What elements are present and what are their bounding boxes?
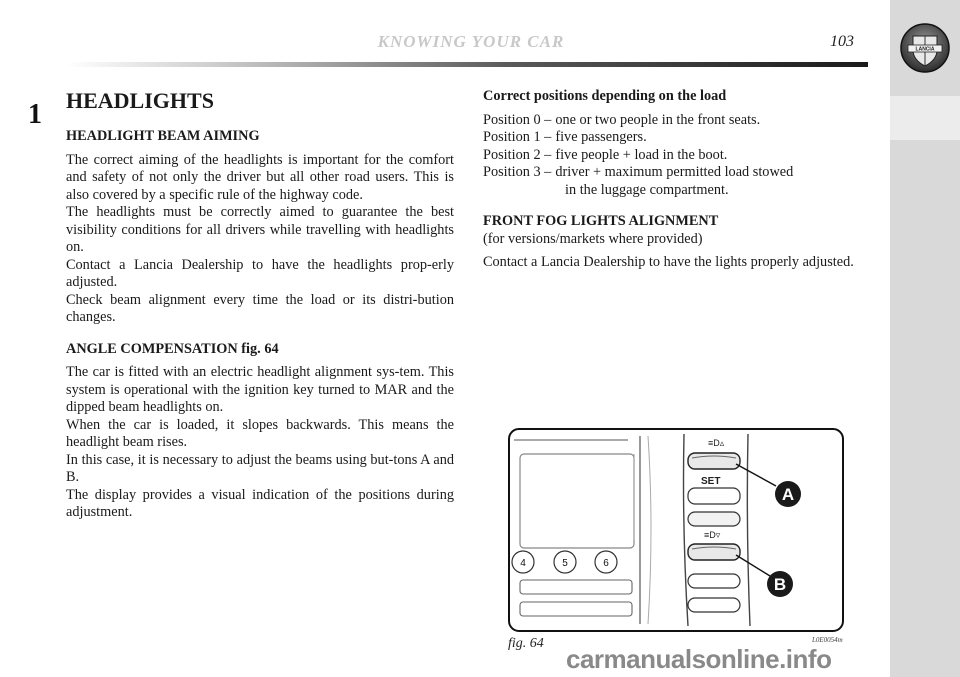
paragraph: Check beam alignment every time the load or its distri-bution changes. (66, 291, 454, 325)
fig-64-illustration (508, 428, 844, 632)
left-column (66, 88, 454, 522)
position-row (483, 129, 873, 147)
headlight-up-button (688, 453, 740, 469)
keypad-digit: 5 (562, 558, 568, 569)
headlight-beam-aiming-heading: HEADLIGHT BEAM AIMING (66, 128, 260, 144)
set-label: SET (701, 476, 721, 487)
paragraph: The correct aiming of the headlights is important for the comfort and safety of not only the driver but all other road users. This is also covered by a specific rule of the highway code. (66, 151, 454, 203)
position-text: five people + load in the boot. (555, 146, 728, 163)
keypad-digit: 4 (520, 558, 526, 569)
callout-b-label: B (773, 575, 787, 594)
paragraph: The display provides a visual indication of the positions during adjustment. (66, 486, 454, 520)
keypad-digit: 6 (603, 558, 609, 569)
page-header-title: KNOWING YOUR CAR (377, 32, 565, 51)
callout-a-label: A (781, 485, 795, 504)
paragraph: Contact a Lancia Dealership to have the headlights prop-erly adjusted. (66, 256, 454, 290)
position-text: five passengers. (555, 129, 647, 145)
position-label: Position 1 – (483, 129, 552, 145)
right-column (483, 88, 873, 272)
position-row (483, 147, 873, 165)
fog-lights-subtitle: (for versions/markets where provided) (483, 230, 703, 247)
paragraph: The headlights must be correctly aimed to guarantee the best visibility conditions for all drivers while travelling with headlights on. (66, 204, 454, 255)
position-text: one or two people in the front seats. (555, 111, 761, 128)
fog-lights-heading: FRONT FOG LIGHTS ALIGNMENT (483, 213, 719, 229)
beam-down-symbol: ≡D▿ (704, 530, 721, 540)
header-rule (66, 62, 868, 67)
position-label: Position 2 – (483, 146, 552, 163)
beam-up-symbol: ≡D▵ (708, 438, 725, 448)
chapter-tab (890, 96, 960, 140)
paragraph: When the car is loaded, it slopes backwards. This means the headlight beam rises. (66, 416, 454, 450)
position-row (483, 164, 873, 182)
section-title: HEADLIGHTS (66, 88, 214, 113)
figure-caption: fig. 64 (508, 636, 544, 651)
position-row (483, 112, 873, 130)
watermark: carmanualsonline.info (566, 644, 832, 674)
load-positions-heading: Correct positions depending on the load (483, 88, 727, 104)
paragraph: The car is fitted with an electric headlight alignment sys-tem. This system is operational with the ignition key turned to MAR and the dipped beam headlights on. (66, 364, 454, 415)
position-text: driver + maximum permitted load stowed (555, 164, 794, 180)
fog-lights-paragraph: Contact a Lancia Dealership to have the lights properly adjusted. (483, 254, 854, 270)
angle-compensation-heading: ANGLE COMPENSATION fig. 64 (66, 340, 279, 357)
headlight-down-button (688, 544, 740, 560)
chapter-sidebar (890, 0, 960, 677)
paragraph: In this case, it is necessary to adjust the beams using but-tons A and B. (66, 451, 454, 485)
figure-code: L0E0054m (812, 636, 843, 644)
logo-text: LANCIA (915, 46, 935, 53)
page-number: 103 (830, 33, 854, 50)
chapter-number: 1 (28, 99, 42, 130)
lancia-shield-logo-icon (899, 22, 951, 74)
set-button (688, 488, 740, 504)
position-label: Position 3 – (483, 164, 552, 180)
position-label: Position 0 – (483, 111, 552, 128)
position-continuation: in the luggage compartment. (565, 181, 729, 198)
